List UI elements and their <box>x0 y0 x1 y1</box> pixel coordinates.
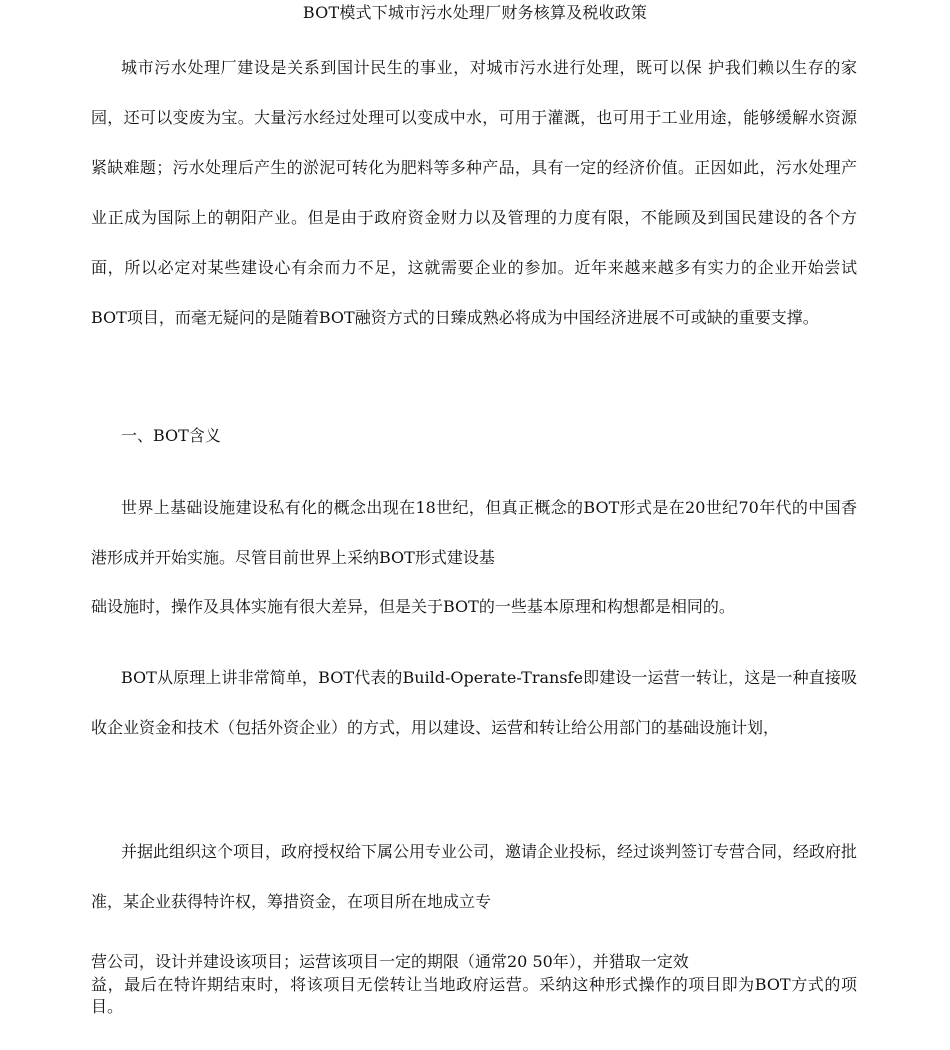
paragraph-history: 世界上基础设施建设私有化的概念出现在18世纪，但真正概念的BOT形式是在20世纪70年代的中国香港形成并开始实施。尽管目前世界上采纳BOT形式建设基 <box>91 498 857 567</box>
intro-paragraph: 城市污水处理厂建设是关系到国计民生的事业，对城市污水进行处理，既可以保 护我们赖以生存的家园，还可以变废为宝。大量污水经过处理可以变成中水，可用于灌溉，也可用于工业用途，能够缓解水资源紧缺难题；污水处理后产生的淤泥可转化为肥料等多种产品，具有一定的经济价值。正因如此，污水处理产业正成为国际上的朝阳产业。但是由于政府资金财力以及管理的力度有限，不能顾及到国民建设的各个方面，所以必定对某些建设心有余而力不足，这就需要企业的参加。近年来越来越多有实力的企业开始尝试BOT项目，而毫无疑问的是随着BOT融资方式的日臻成熟必将成为中国经济进展不可或缺的重要支撑。 <box>91 58 857 327</box>
page-title: BOT模式下城市污水处理厂财务核算及税收政策 <box>302 3 648 22</box>
paragraph-history-continued: 础设施时，操作及具体实施有很大差异，但是关于BOT的一些基本原理和构想都是相同的。 <box>91 597 735 616</box>
paragraph-process-continued-1: 营公司，设计并建设该项目；运营该项目一定的期限（通常20 50年），并猎取一定效 <box>91 952 689 971</box>
paragraph-process: 并据此组织这个项目，政府授权给下属公用专业公司，邀请企业投标，经过谈判签订专营合同，经政府批准，某企业获得特许权，筹措资金，在项目所在地成立专 <box>91 842 858 911</box>
section-heading-bot-meaning: 一、BOT含义 <box>121 426 221 445</box>
paragraph-principle: BOT从原理上讲非常简单，BOT代表的Build-Operate-Transfe即建设一运营一转让，这是一种直接吸收企业资金和技术（包括外资企业）的方式，用以建设、运营和转让给公用部门的基础设施计划， <box>91 668 857 737</box>
paragraph-process-continued-2: 益，最后在特许期结束时，将该项目无偿转让当地政府运营。采纳这种形式操作的项目即为BOT方式的项目。 <box>91 975 857 1016</box>
